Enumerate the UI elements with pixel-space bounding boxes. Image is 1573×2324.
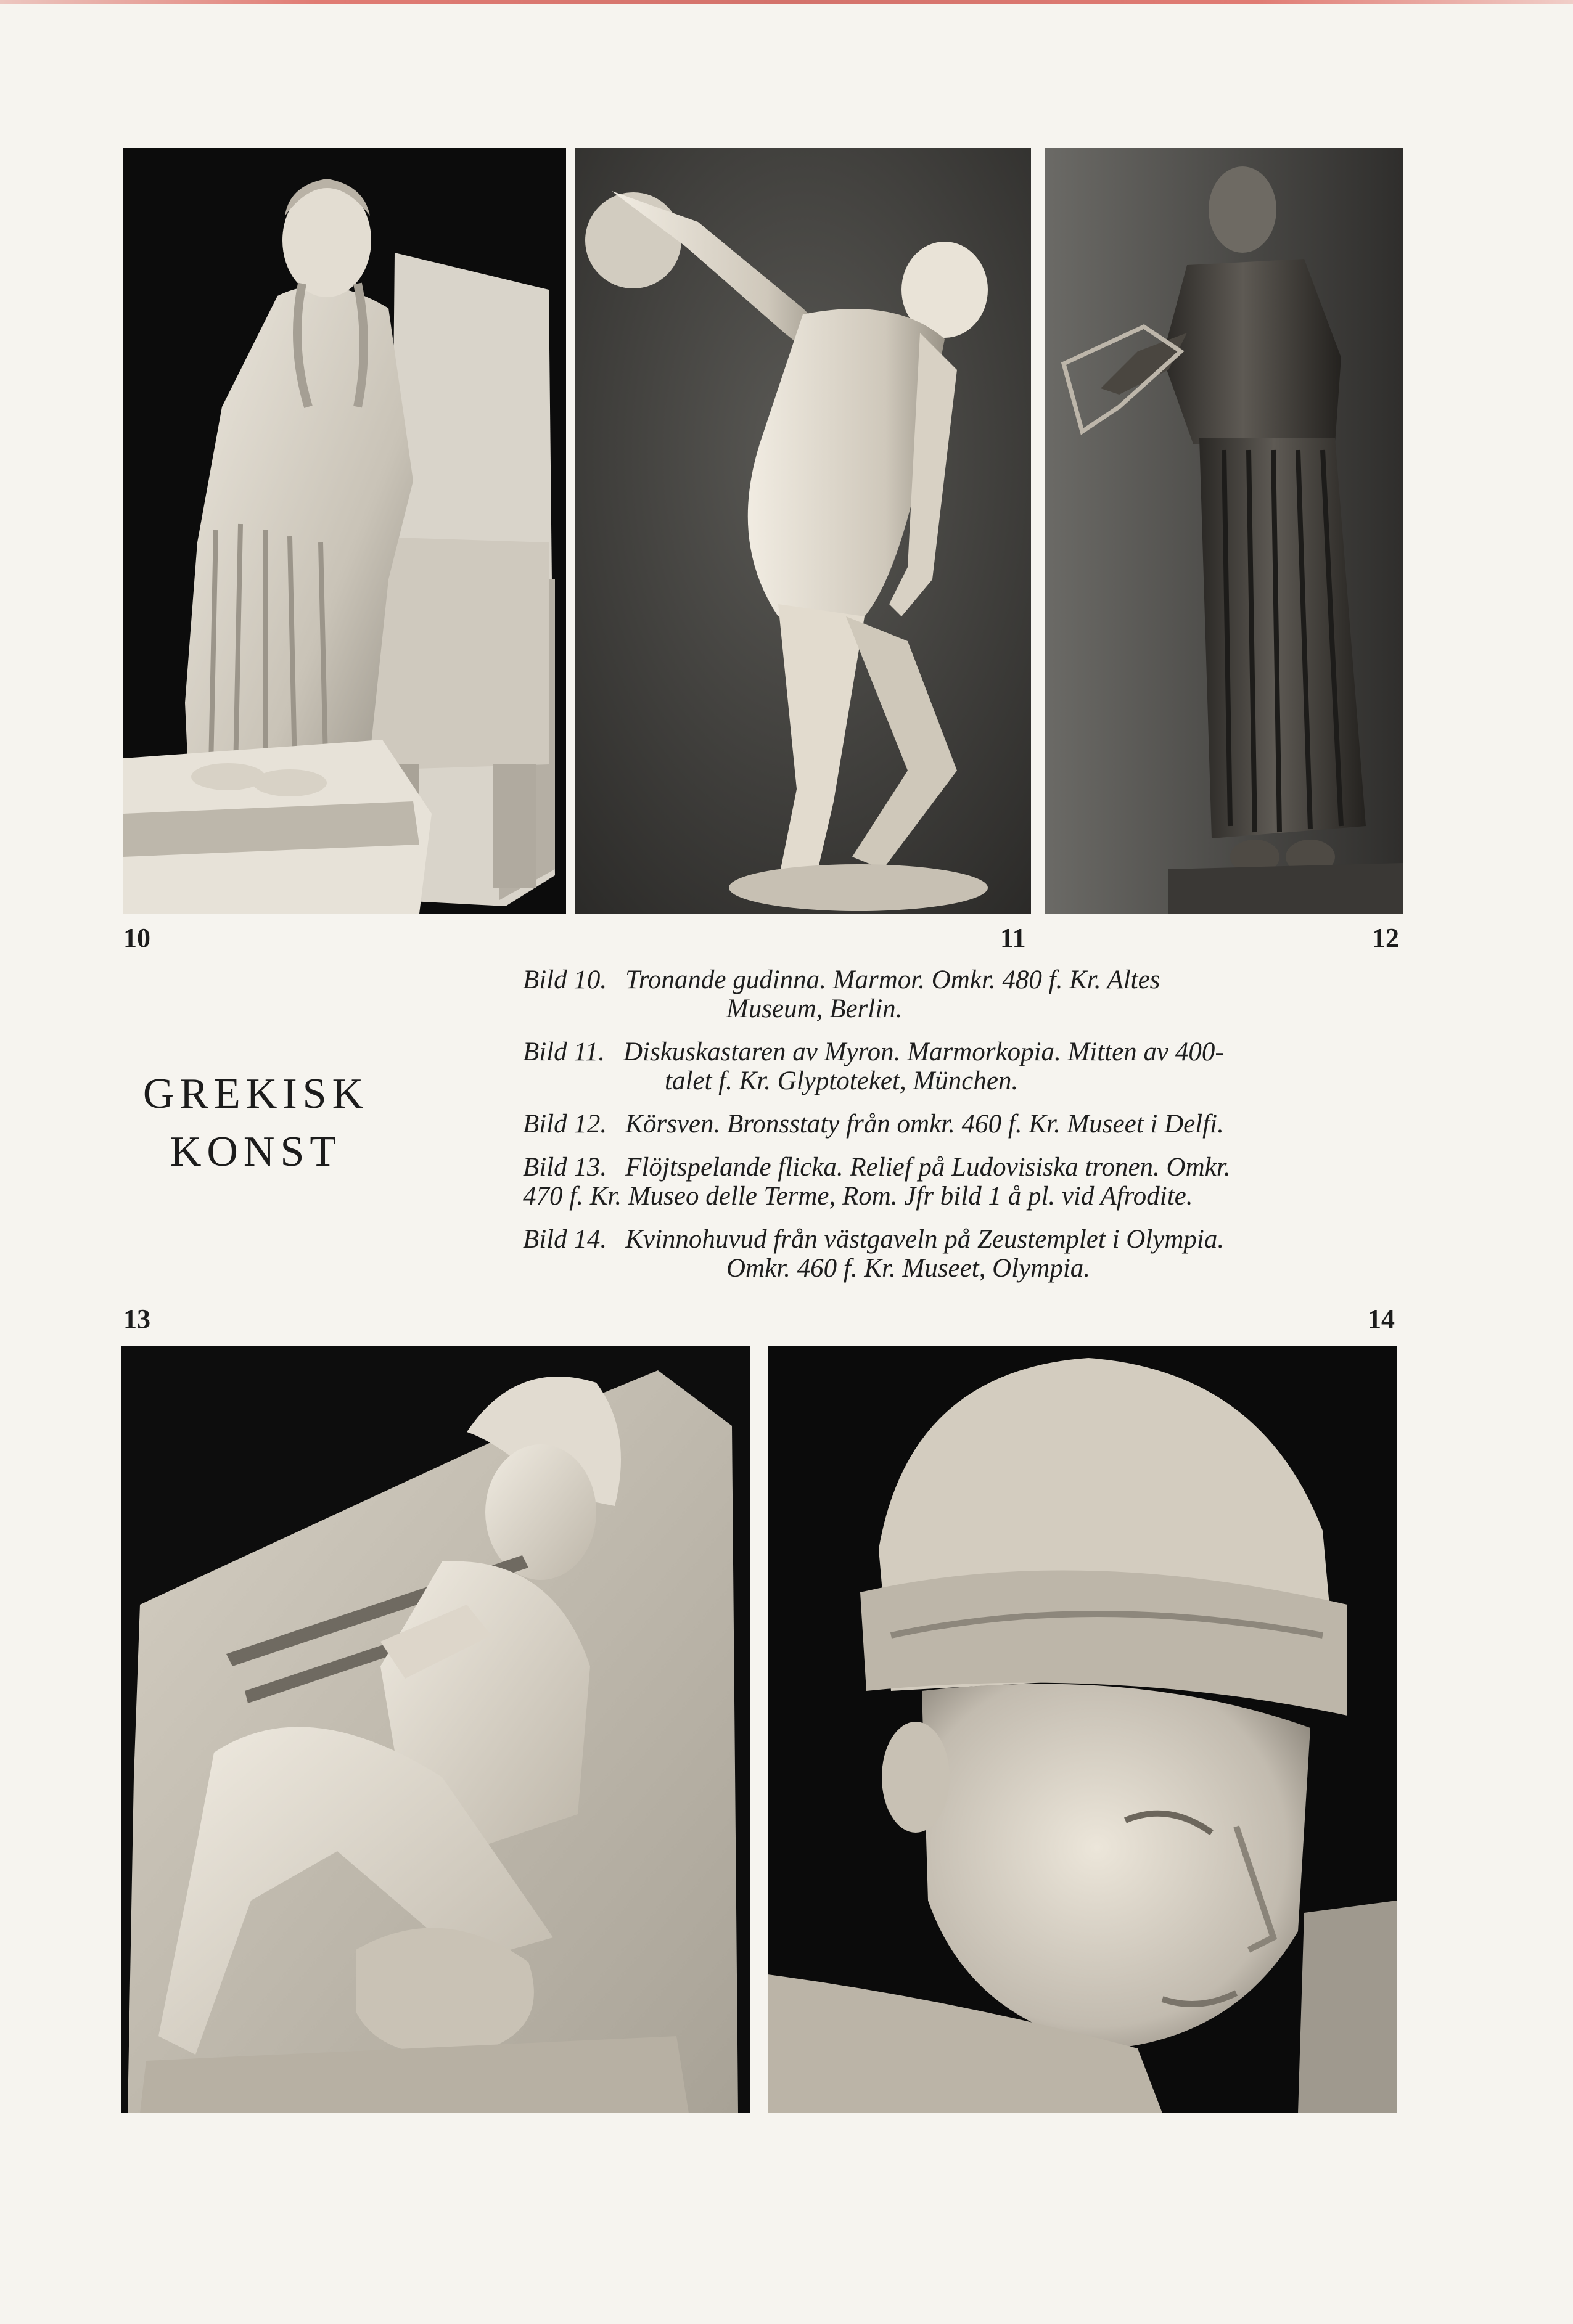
title-line-1: GREKISK: [142, 1070, 369, 1118]
figure-14-image: [768, 1346, 1397, 2113]
figure-number-12: 12: [1372, 923, 1399, 953]
caption-11: [523, 1037, 1405, 1095]
figure-11-image: [575, 148, 1031, 914]
caption-label: Bild 13.: [523, 1153, 607, 1182]
caption-label: Bild 12.: [523, 1110, 607, 1139]
caption-13: [523, 1153, 1405, 1211]
figure-13-image: [121, 1346, 750, 2113]
caption-label: Bild 10.: [523, 965, 607, 994]
figure-number-11: 11: [1000, 923, 1026, 953]
red-edge-line: [0, 0, 1573, 4]
caption-text-continued: Omkr. 460 f. Kr. Museet, Olympia.: [726, 1254, 1091, 1283]
caption-label: Bild 11.: [523, 1037, 605, 1066]
caption-text-continued: talet f. Kr. Glyptoteket, München.: [665, 1066, 1019, 1095]
caption-text-continued: 470 f. Kr. Museo delle Terme, Rom. Jfr bild 1 å pl. vid Afrodite.: [523, 1182, 1193, 1211]
caption-text-continued: Museum, Berlin.: [726, 994, 903, 1023]
section-title: [105, 1065, 407, 1181]
figure-number-13: 13: [123, 1304, 150, 1334]
caption-text: Körsven. Bronsstaty från omkr. 460 f. Kr. Museet i Delfi.: [625, 1110, 1224, 1139]
caption-text: Kvinnohuvud från västgaveln på Zeustemplet i Olympia.: [625, 1225, 1225, 1254]
caption-label: Bild 14.: [523, 1225, 607, 1254]
caption-12: [523, 1110, 1405, 1139]
figure-number-14: 14: [1368, 1304, 1395, 1334]
caption-block: [523, 965, 1405, 1297]
figure-12-image: [1045, 148, 1403, 914]
title-line-2: KONST: [170, 1128, 342, 1176]
caption-text: Diskuskastaren av Myron. Marmorkopia. Mitten av 400-: [623, 1037, 1224, 1066]
caption-text: Tronande gudinna. Marmor. Omkr. 480 f. Kr. Altes: [625, 965, 1160, 994]
figure-number-10: 10: [123, 923, 150, 953]
caption-14: [523, 1225, 1405, 1283]
caption-10: [523, 965, 1405, 1023]
figure-10-image: [123, 148, 566, 914]
caption-text: Flöjtspelande flicka. Relief på Ludovisiska tronen. Omkr.: [625, 1153, 1231, 1182]
